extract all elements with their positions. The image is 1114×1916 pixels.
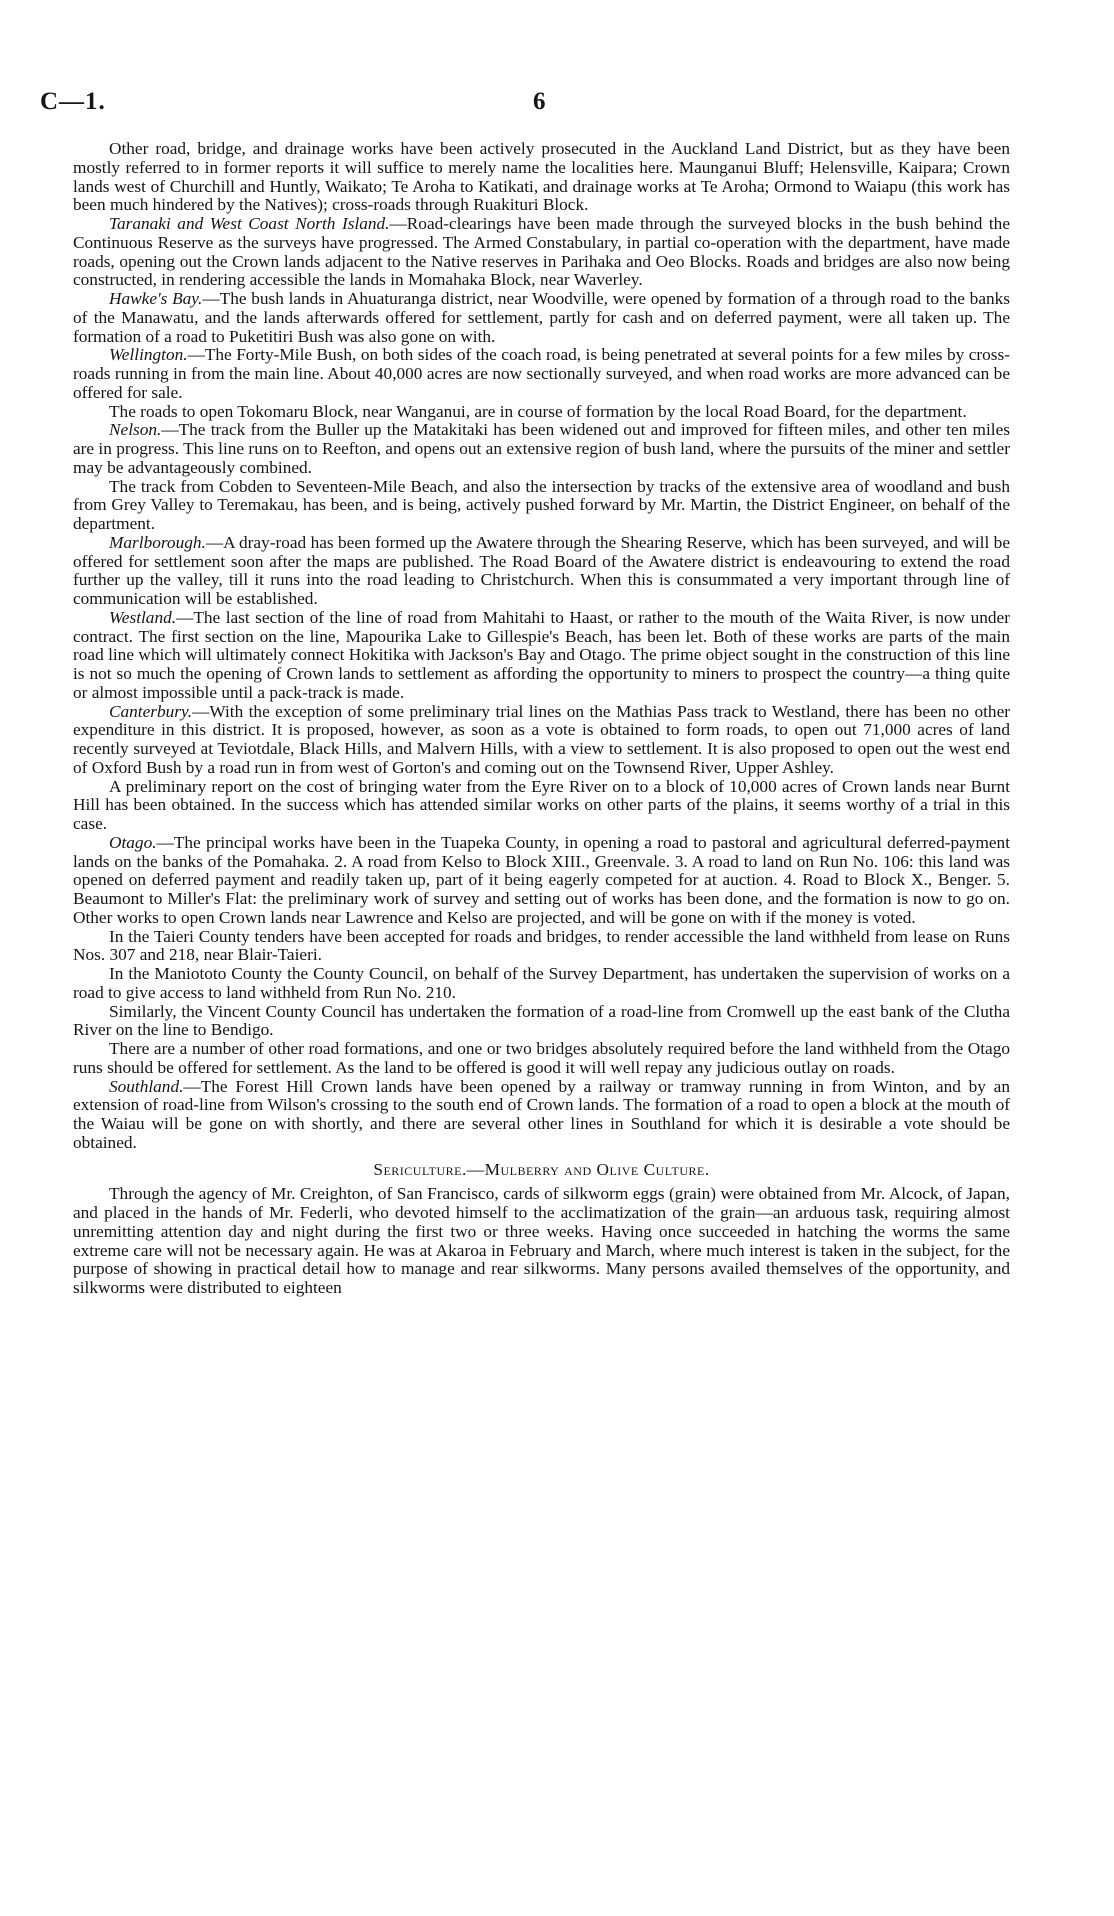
paragraph-auckland: Other road, bridge, and drainage works have been actively prosecuted in the Auckland Land District, but as they have been mostly referred to in former reports it will suffice to merely name the localities here. Maunganui Bluff; Helensville, Kaipara; Crown lands west of Churchill and Huntly, Waikato; Te Aroha to Katikati, and drainage works at Te Aroha; Ormond to Waiapu (this work has been much hindered by the Natives); cross-roads through Ruakituri Block. xyxy=(73,139,1010,215)
paragraph-southland: Southland.—The Forest Hill Crown lands have been opened by a railway or tramway running in from Winton, and by an extension of road-line from Wilson's crossing to the south end of Crown lands. The formation of a road to open a block at the mouth of the Waiau will be gone on with shortly, and there are several other lines in Southland for which it is desirable a vote should be obtained. xyxy=(73,1076,1010,1152)
district-heading: Wellington. xyxy=(109,345,188,365)
paragraph-sericulture: Through the agency of Mr. Creighton, of San Francisco, cards of silkworm eggs (grain) were obtained from Mr. Alcock, of Japan, and placed in the hands of Mr. Federli, who devoted himself to the acclimatization of the grain—an arduous task, requiring almost unremitting attention day and night during the first two or three weeks. Having once succeeded in hatching the worms the same extreme care will not be necessary again. He was at Akaroa in February and March, where much interest is taken in the subject, for the purpose of showing in practical detail how to manage and rear silkworms. Many persons availed themselves of the opportunity, and silkworms were distributed to eighteen xyxy=(73,1184,1010,1297)
paragraph-canterbury: Canterbury.—With the exception of some preliminary trial lines on the Mathias Pass track to Westland, there has been no other expenditure in this district. It is proposed, however, as soon as a vote is obtained to form roads, to open out 71,000 acres of land recently surveyed at Teviotdale, Black Hills, and Malvern Hills, with a view to settlement. It is also proposed to open out the west end of Oxford Bush by a road run in from west of Gorton's and coming out on the Townsend River, Upper Ashley. xyxy=(73,701,1010,777)
district-heading: Hawke's Bay. xyxy=(109,289,203,308)
paragraph-marlborough: Marlborough.—A dray-road has been formed up the Awatere through the Shearing Reserve, which has been surveyed, and will be offered for settlement soon after the maps are published. The Road Board of the Awatere district is endeavouring to extend the road further up the valley, till it runs into the road leading to Christchurch. When this is consummated a very important through line of communication will be established. xyxy=(73,532,1010,608)
district-heading: Nelson. xyxy=(109,420,162,440)
paragraph-nelson: Nelson.—The track from the Buller up the Matakitaki has been widened out and improved for fifteen miles, and other ten miles are in progress. This line runs on to Reefton, and opens out an extensive region of bush land, where the pursuits of the miner and settler may be advantageously combined. xyxy=(73,420,1010,477)
report-body xyxy=(73,140,1010,1298)
paragraph-cobden: The track from Cobden to Seventeen-Mile Beach, and also the intersection by tracks of the extensive area of woodland and bush from Grey Valley to Teremakau, has been, and is being, actively pushed forward by Mr. Martin, the District Engineer, on behalf of the department. xyxy=(73,476,1010,533)
district-heading: Otago. xyxy=(109,832,157,852)
paragraph-taieri: In the Taieri County tenders have been accepted for roads and bridges, to render accessible the land withheld from lease on Runs Nos. 307 and 218, near Blair-Taieri. xyxy=(73,926,1010,965)
document-code: C—1. xyxy=(40,88,106,115)
district-heading: Westland. xyxy=(109,607,177,627)
paragraph-maniototo: In the Maniototo County the County Council, on behalf of the Survey Department, has undertaken the supervision of works on a road to give access to land withheld from Run No. 210. xyxy=(73,964,1010,1002)
page-number: 6 xyxy=(533,88,546,115)
district-heading: Taranaki and West Coast North Island. xyxy=(109,214,390,233)
paragraph-westland: Westland.—The last section of the line of road from Mahitahi to Haast, or rather to the mouth of the Waita River, is now under contract. The first section on the line, Mapourika Lake to Gillespie's Beach, has been let. Both of these works are parts of the main road line which will ultimately connect Hokitika with Jackson's Bay and Otago. The prime object sought in the construction of this line is not so much the opening of Crown lands to settlement as affording the opportunity to miners to prospect the country—a thing quite or almost impossible until a pack-track is made. xyxy=(73,607,1010,702)
district-heading: Southland. xyxy=(109,1076,184,1096)
paragraph-eyre-river: A preliminary report on the cost of bringing water from the Eyre River on to a block of 10,000 acres of Crown lands near Burnt Hill has been obtained. In the success which has attended similar works on other parts of the plains, it seems worthy of a trial in this case. xyxy=(73,776,1010,833)
paragraph-otago-runs: There are a number of other road formations, and one or two bridges absolutely required before the land withheld from the Otago runs should be offered for settlement. As the land to be offered is good it will well repay any judicious outlay on roads. xyxy=(73,1039,1010,1077)
paragraph-otago: Otago.—The principal works have been in the Tuapeka County, in opening a road to pastoral and agricultural deferred-payment lands on the banks of the Pomahaka. 2. A road from Kelso to Block XIII., Greenvale. 3. A road to land on Run No. 106: this land was opened on deferred payment and readily taken up, part of it being eagerly competed for at auction. 4. Road to Block X., Benger. 5. Beaumont to Miller's Flat: the preliminary work of survey and setting out of works has been done, and the formation is now to go on. Other works to open Crown lands near Lawrence and Kelso are projected, and will be gone on with if the money is voted. xyxy=(73,832,1010,927)
paragraph-hawkes-bay: Hawke's Bay.—The bush lands in Ahuaturanga district, near Woodville, were opened by formation of a through road to the banks of the Manawatu, and the lands afterwards offered for settlement, partly for cash and on deferred payment, were all taken up. The formation of a road to Puketitiri Bush was also gone on with. xyxy=(73,289,1010,346)
paragraph-vincent: Similarly, the Vincent County Council has undertaken the formation of a road-line from Cromwell up the east bank of the Clutha River on the line to Bendigo. xyxy=(73,1001,1010,1040)
paragraph-taranaki: Taranaki and West Coast North Island.—Road-clearings have been made through the surveyed blocks in the bush behind the Continuous Reserve as the surveys have progressed. The Armed Constabulary, in partial co-operation with the department, have made roads, opening out the Crown lands adjacent to the Native reserves in Parihaka and Oeo Blocks. Roads and bridges are also now being constructed, in rendering accessible the lands in Momahaka Block, near Waverley. xyxy=(73,214,1010,290)
paragraph-tokomaru: The roads to open Tokomaru Block, near Wanganui, are in course of formation by the local Road Board, for the department. xyxy=(109,401,967,421)
district-heading: Marlborough. xyxy=(109,532,206,552)
district-heading: Canterbury. xyxy=(109,701,193,721)
paragraph-wellington: Wellington.—The Forty-Mile Bush, on both sides of the coach road, is being penetrated at several points for a few miles by cross-roads running in from the main line. About 40,000 acres are now sectionally surveyed, and when road works are more advanced can be offered for sale. xyxy=(73,345,1010,402)
section-heading: Sericulture.—Mulberry and Olive Culture. xyxy=(373,1159,710,1179)
page-header xyxy=(40,88,1010,118)
